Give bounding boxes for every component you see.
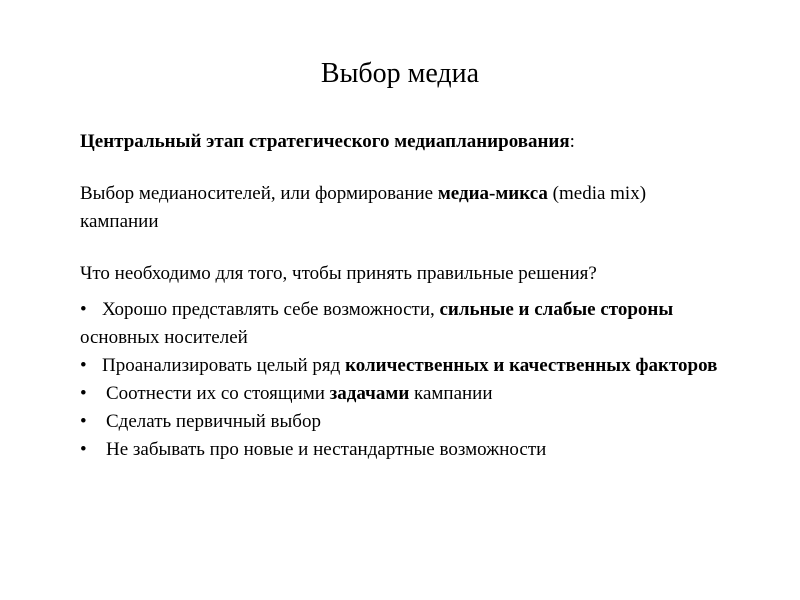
bullet-bold: сильные и слабые стороны [439,299,674,320]
bullet-bold: задачами [329,383,410,404]
bullet-item-4 [80,408,720,436]
spacer [80,156,720,180]
selection-bold: медиа-микса [437,183,548,204]
bullet-icon: • [80,299,87,320]
bullet-icon: • [80,355,87,376]
question-paragraph: Что необходимо для того, чтобы принять правильные решения? [80,263,597,284]
bullet-text: Проанализировать целый ряд [102,355,346,376]
spacer [80,288,720,296]
spacer [80,236,720,260]
intro-bold: Центральный этап стратегического медиапланирования [80,131,570,152]
slide-title: Выбор медиа [320,58,480,89]
bullet-text: Хорошо представлять себе возможности, [102,299,440,320]
bullet-icon: • [80,383,87,404]
bullet-text: Соотнести их со стоящими [106,383,330,404]
intro-suffix: : [569,131,575,152]
bullet-item-1 [80,296,720,352]
bullet-item-2 [80,352,720,380]
bullet-bold: количественных и качественных факторов [345,355,718,376]
selection-after: (media mix) кампании [80,183,647,232]
bullet-text: Не забывать про новые и нестандартные возможности [106,439,547,460]
bullet-icon: • [80,411,87,432]
bullet-text: основных носителей [80,327,248,348]
selection-before: Выбор медианосителей, или формирование [80,183,438,204]
bullet-icon: • [80,439,87,460]
bullet-text: кампании [409,383,493,404]
bullet-text: Сделать первичный выбор [106,411,321,432]
bullet-item-3 [80,380,720,408]
bullet-item-5 [80,436,720,464]
selection-paragraph [80,180,720,236]
intro-paragraph [80,128,720,156]
slide-content [80,128,720,464]
